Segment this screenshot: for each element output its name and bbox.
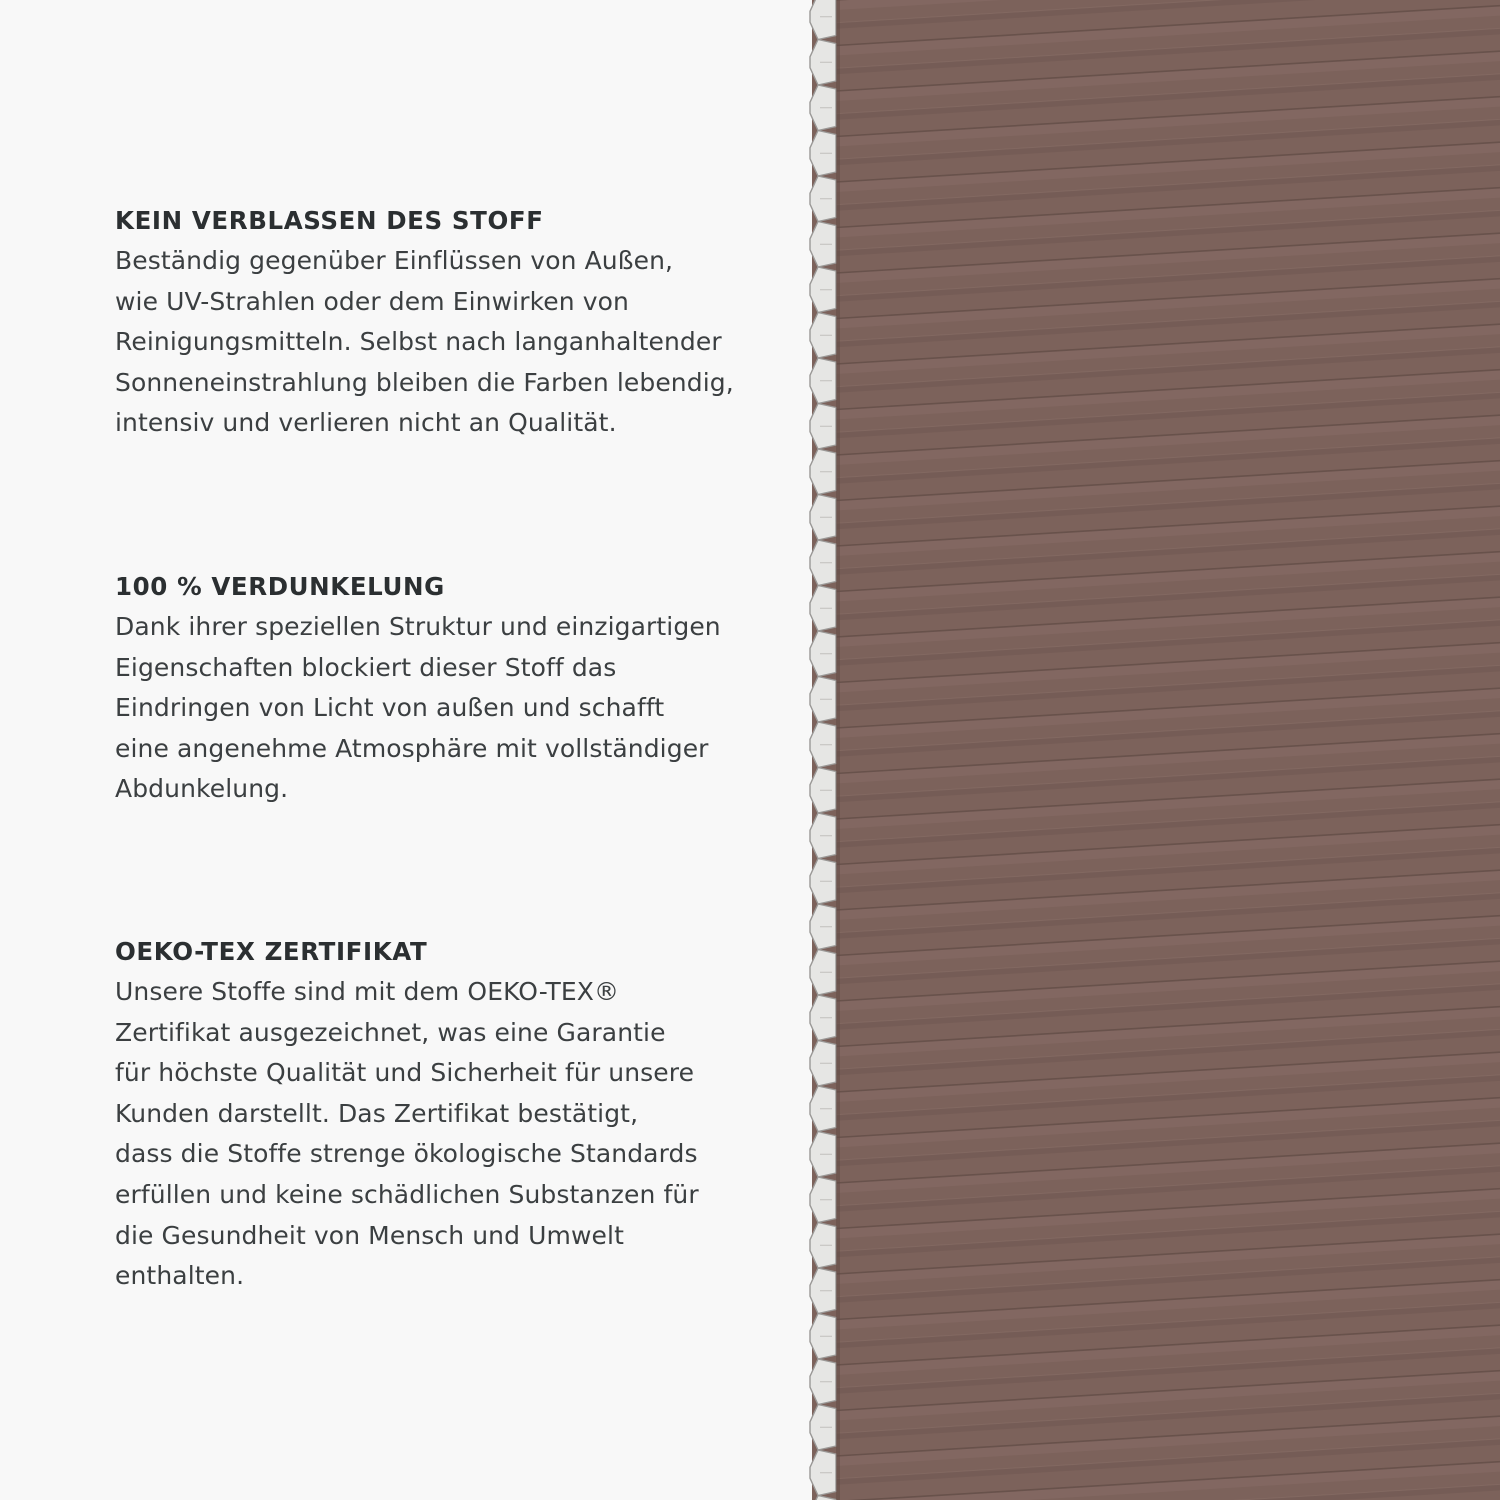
section-description	[115, 972, 785, 1297]
section-title: OEKO-TEX ZERTIFIKAT	[115, 937, 428, 966]
description-line: Eindringen von Licht von außen und schafft	[115, 693, 665, 723]
honeycomb-blind-image	[806, 0, 1500, 1500]
section-description	[115, 241, 785, 444]
description-line: erfüllen und keine schädlichen Substanzen für	[115, 1179, 699, 1209]
description-line: Zertifikat ausgezeichnet, was eine Garantie	[115, 1017, 666, 1047]
description-line: Eigenschaften blockiert dieser Stoff das	[115, 652, 617, 682]
section-title: 100 % VERDUNKELUNG	[115, 572, 445, 601]
description-line: eine angenehme Atmosphäre mit vollständiger	[115, 733, 709, 763]
description-line: Dank ihrer speziellen Struktur und einzigartigen	[115, 612, 721, 641]
feature-section-blackout	[115, 567, 785, 810]
section-description	[115, 607, 785, 810]
description-line: wie UV-Strahlen oder dem Einwirken von	[115, 286, 629, 316]
feature-text-column	[115, 0, 785, 1500]
description-line: Reinigungsmitteln. Selbst nach langanhaltender	[115, 327, 722, 357]
description-line: dass die Stoffe strenge ökologische Standards	[115, 1139, 698, 1169]
description-line: Kunden darstellt. Das Zertifikat bestätigt,	[115, 1098, 639, 1128]
section-title: KEIN VERBLASSEN DES STOFF	[115, 206, 544, 235]
cell-shadow	[836, 0, 840, 1500]
description-line: Beständig gegenüber Einflüssen von Außen,	[115, 246, 674, 275]
description-line: Unsere Stoffe sind mit dem OEKO-TEX®	[115, 977, 620, 1006]
honeycomb-blind-illustration	[806, 0, 1500, 1500]
description-line: Sonneneinstrahlung bleiben die Farben lebendig,	[115, 367, 734, 397]
description-line: intensiv und verlieren nicht an Qualität.	[115, 408, 617, 438]
description-line: die Gesundheit von Mensch und Umwelt	[115, 1220, 624, 1250]
description-line: Abdunkelung.	[115, 774, 289, 804]
feature-section-no-fading	[115, 201, 785, 444]
feature-section-oeko-tex	[115, 932, 785, 1297]
description-line: enthalten.	[115, 1261, 245, 1291]
description-line: für höchste Qualität und Sicherheit für unsere	[115, 1058, 695, 1088]
honeycomb-cell-edge	[806, 0, 840, 1500]
